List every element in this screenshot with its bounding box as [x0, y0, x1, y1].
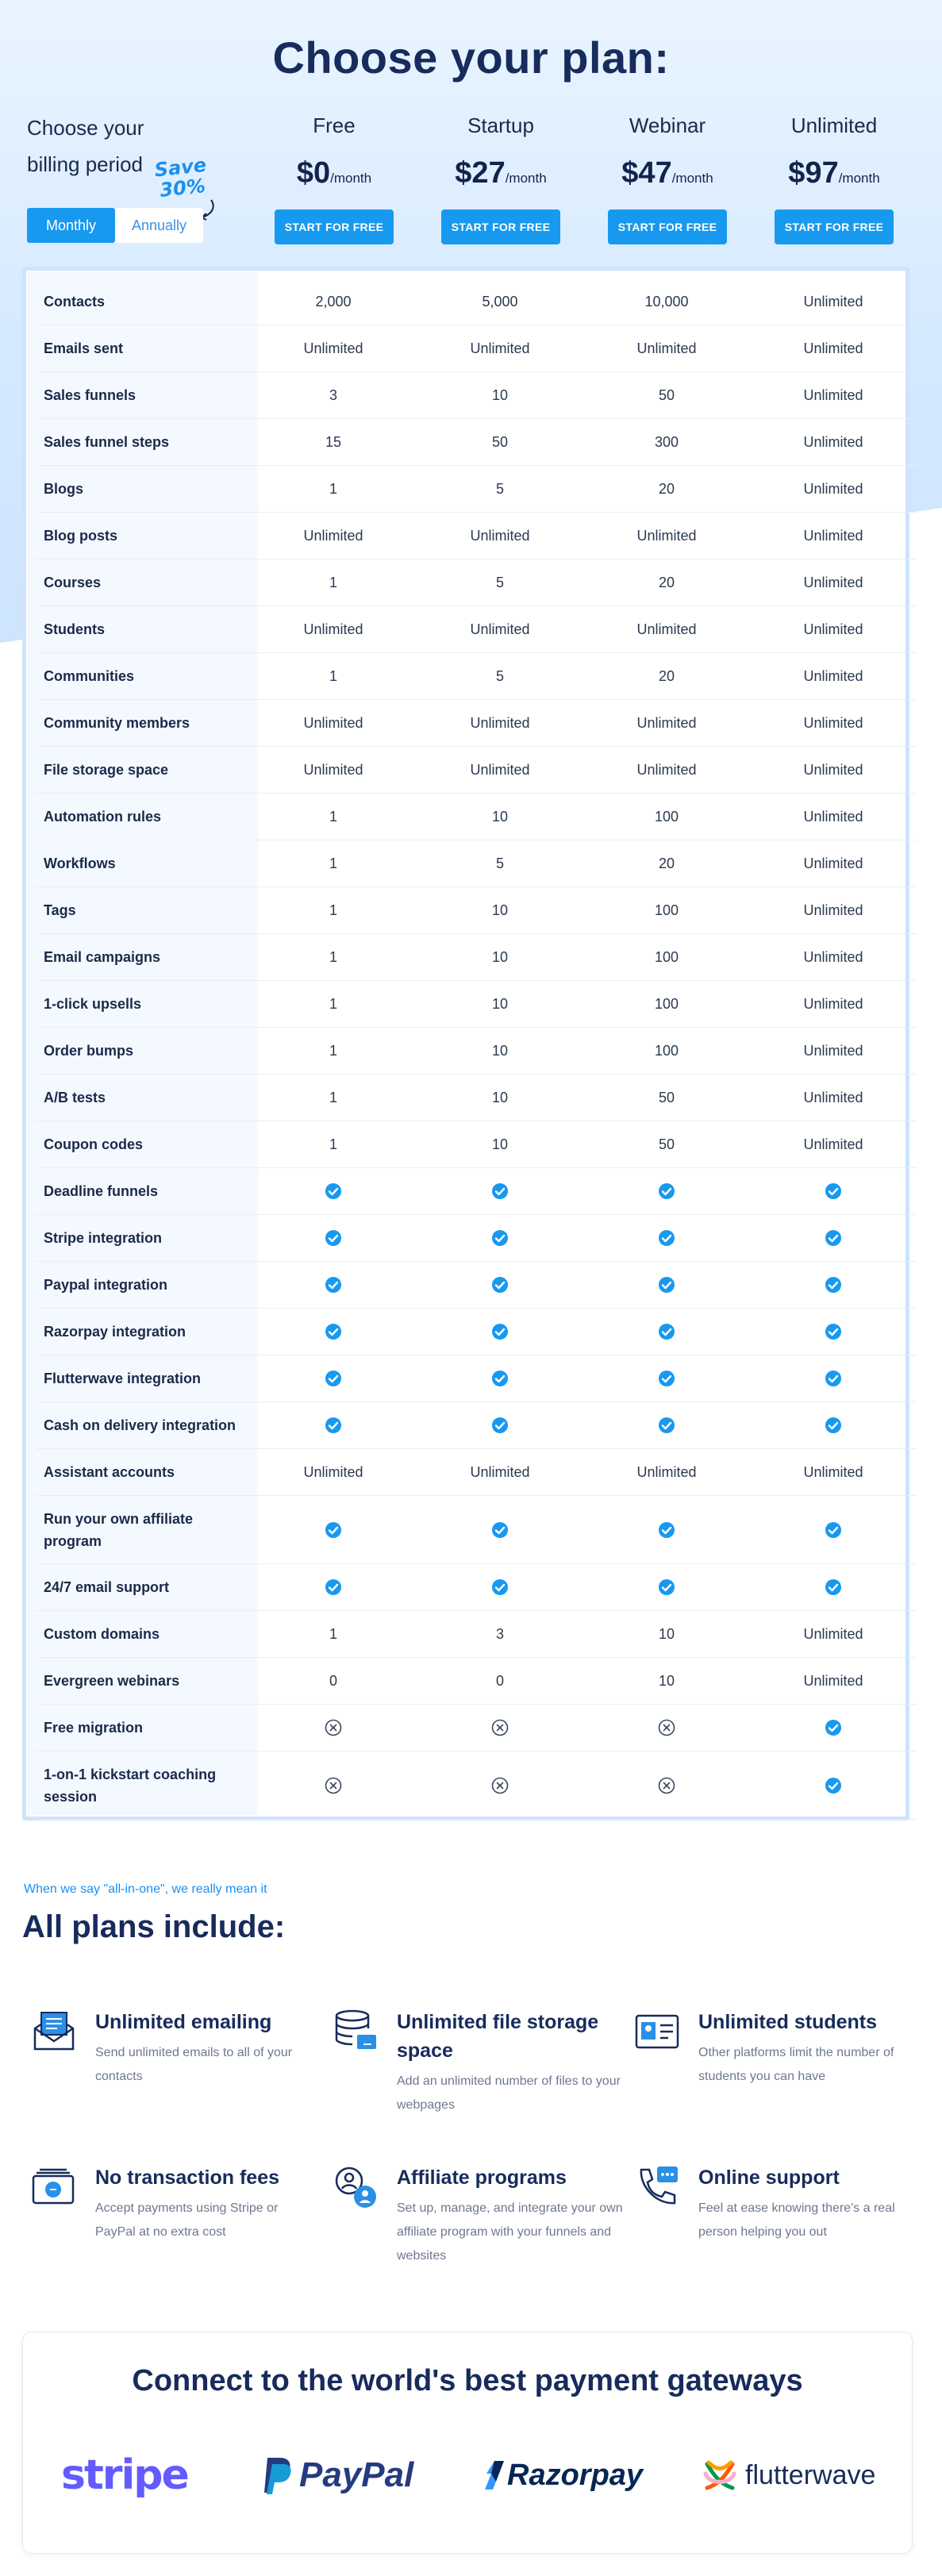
check-icon [250, 1182, 417, 1200]
table-row [36, 1449, 917, 1496]
feature-label: File storage space [44, 762, 169, 778]
feature-label: Custom domains [44, 1626, 160, 1642]
table-cell: 0 [495, 1672, 504, 1689]
check-icon [583, 1229, 750, 1247]
table-cell: Unlimited [470, 1463, 530, 1480]
table-cell: 1 [329, 808, 337, 825]
check-icon [750, 1323, 917, 1340]
feature-label: 1-on-1 kickstart coaching session [44, 1766, 217, 1805]
table-row [36, 1262, 917, 1309]
billing-label-line1: Choose your [27, 116, 144, 140]
table-row [36, 466, 917, 513]
check-icon [417, 1276, 583, 1294]
stripe-logo: stripe [61, 2451, 188, 2499]
table-row [36, 1705, 917, 1751]
table-cell: Unlimited [803, 667, 863, 684]
affiliate-icon [332, 2163, 379, 2211]
check-icon [583, 1578, 750, 1596]
feature-label: Communities [44, 668, 135, 684]
check-icon [417, 1370, 583, 1387]
check-icon [750, 1370, 917, 1387]
cross-icon [417, 1776, 583, 1794]
table-cell: Unlimited [803, 340, 863, 356]
table-cell: 100 [654, 995, 679, 1012]
feature-label: Deadline funnels [44, 1183, 159, 1199]
feature-rows [36, 279, 917, 1820]
feature-title: Online support [698, 2167, 840, 2189]
table-row [36, 794, 917, 840]
feature-label: Razorpay integration [44, 1324, 186, 1340]
feature-file-storage [332, 2008, 625, 2117]
plan-name: Unlimited [790, 113, 878, 137]
check-icon [250, 1578, 417, 1596]
table-cell: Unlimited [636, 340, 697, 356]
table-cell: 1 [329, 855, 337, 871]
table-cell: 20 [658, 855, 675, 871]
feature-label: Sales funnels [44, 387, 136, 403]
table-cell: Unlimited [303, 340, 363, 356]
table-row [36, 1215, 917, 1262]
table-cell: 50 [491, 433, 509, 450]
start-unlimited-button[interactable]: START FOR FREE [775, 210, 894, 244]
table-cell: Unlimited [803, 1042, 863, 1059]
table-cell: 300 [654, 433, 679, 450]
table-cell: 1 [329, 902, 337, 918]
check-icon [250, 1417, 417, 1434]
table-row [36, 1751, 917, 1820]
table-cell: Unlimited [470, 527, 530, 544]
table-cell: 10 [491, 902, 509, 918]
check-icon [583, 1521, 750, 1538]
table-cell: 1 [329, 995, 337, 1012]
table-row [36, 1309, 917, 1355]
gateways-title: Connect to the world's best payment gateways [132, 2364, 803, 2397]
check-icon [583, 1276, 750, 1294]
check-icon [750, 1578, 917, 1596]
plan-startup [417, 110, 584, 244]
plan-name: Webinar [629, 113, 706, 137]
table-cell: Unlimited [803, 995, 863, 1012]
annually-option[interactable]: Annually [131, 217, 187, 233]
feature-label: 1-click upsells [44, 996, 142, 1012]
table-cell: 3 [495, 1625, 504, 1642]
table-cell: Unlimited [803, 1136, 863, 1152]
table-row [36, 1121, 917, 1168]
paypal-logo: PayPal [263, 2443, 413, 2507]
cross-icon [250, 1719, 417, 1736]
feature-label: Email campaigns [44, 949, 161, 965]
table-cell: Unlimited [803, 527, 863, 544]
envelope-icon [30, 2008, 78, 2055]
table-cell: Unlimited [303, 714, 363, 731]
feature-label: Students [44, 621, 106, 637]
feature-label: Automation rules [44, 809, 162, 825]
table-row [36, 747, 917, 794]
cross-icon [417, 1719, 583, 1736]
feature-label: Emails sent [44, 340, 124, 356]
check-icon [750, 1182, 917, 1200]
check-icon [583, 1182, 750, 1200]
table-row [36, 419, 917, 466]
table-row [36, 1402, 917, 1449]
table-row [36, 606, 917, 653]
check-icon [417, 1229, 583, 1247]
table-cell: 10 [658, 1672, 675, 1689]
feature-affiliate-programs [332, 2163, 625, 2268]
feature-label: Flutterwave integration [44, 1371, 202, 1386]
table-cell: Unlimited [636, 761, 697, 778]
razorpay-logo: Razorpay [483, 2443, 643, 2507]
table-cell: 100 [654, 808, 679, 825]
table-cell: 1 [329, 948, 337, 965]
flutterwave-icon [701, 2456, 739, 2494]
flutterwave-logo: flutterwave [701, 2443, 875, 2507]
table-cell: 5 [495, 667, 504, 684]
table-cell: Unlimited [803, 574, 863, 590]
table-row [36, 325, 917, 372]
cross-icon [583, 1719, 750, 1736]
table-cell: Unlimited [803, 1463, 863, 1480]
table-cell: 1 [329, 480, 337, 497]
start-webinar-button[interactable]: START FOR FREE [608, 210, 727, 244]
razorpay-icon [483, 2459, 507, 2491]
table-cell: 50 [658, 1136, 675, 1152]
check-icon [750, 1276, 917, 1294]
all-in-one-tag: When we say "all-in-one", we really mean it [24, 1882, 267, 1896]
table-cell: Unlimited [303, 621, 363, 637]
table-cell: Unlimited [470, 621, 530, 637]
feature-label: Evergreen webinars [44, 1673, 180, 1689]
feature-label: Free migration [44, 1720, 144, 1736]
table-row [36, 981, 917, 1028]
table-cell: 5 [495, 480, 504, 497]
table-cell: Unlimited [803, 1672, 863, 1689]
check-icon [750, 1521, 917, 1538]
feature-title: Unlimited students [698, 2011, 878, 2033]
feature-label: Community members [44, 715, 190, 731]
table-cell: 1 [329, 1136, 337, 1152]
table-row [36, 1355, 917, 1402]
table-cell: Unlimited [636, 714, 697, 731]
table-row [36, 372, 917, 419]
feature-label: 24/7 email support [44, 1579, 170, 1595]
check-icon [583, 1370, 750, 1387]
plan-price: $27/month [455, 156, 547, 190]
start-free-button[interactable]: START FOR FREE [275, 210, 394, 244]
support-icon [633, 2163, 681, 2211]
plan-price: $47/month [621, 156, 713, 190]
check-icon [417, 1323, 583, 1340]
table-cell: Unlimited [803, 761, 863, 778]
feature-label: Paypal integration [44, 1277, 168, 1293]
table-cell: Unlimited [803, 902, 863, 918]
feature-label: Assistant accounts [44, 1464, 175, 1480]
table-cell: 100 [654, 948, 679, 965]
feature-label: Cash on delivery integration [44, 1417, 236, 1433]
table-cell: Unlimited [803, 293, 863, 310]
check-icon [250, 1276, 417, 1294]
table-cell: Unlimited [470, 340, 530, 356]
table-cell: 10 [491, 995, 509, 1012]
table-cell: 3 [329, 386, 337, 403]
table-cell: 100 [654, 902, 679, 918]
table-row [36, 1168, 917, 1215]
table-cell: Unlimited [470, 761, 530, 778]
table-cell: 100 [654, 1042, 679, 1059]
feature-label: Stripe integration [44, 1230, 163, 1246]
id-card-icon [633, 2008, 681, 2055]
table-cell: 2,000 [315, 293, 352, 310]
table-cell: 1 [329, 667, 337, 684]
table-cell: Unlimited [303, 1463, 363, 1480]
table-row [36, 559, 917, 606]
feature-label: A/B tests [44, 1090, 106, 1105]
table-cell: 10 [658, 1625, 675, 1642]
check-icon [417, 1521, 583, 1538]
table-cell: Unlimited [803, 480, 863, 497]
table-cell: 10 [491, 1089, 509, 1105]
check-icon [417, 1578, 583, 1596]
feature-title: Affiliate programs [397, 2167, 567, 2189]
table-cell: 10 [491, 948, 509, 965]
plan-price: $97/month [788, 156, 880, 190]
table-cell: Unlimited [803, 386, 863, 403]
billing-period-selector [27, 110, 210, 202]
feature-title: Unlimited emailing [95, 2011, 272, 2033]
feature-no-transaction-fees [30, 2163, 316, 2244]
table-row [36, 700, 917, 747]
feature-unlimited-students [633, 2008, 927, 2089]
database-icon [332, 2008, 379, 2055]
plan-free [251, 110, 417, 244]
check-icon [250, 1229, 417, 1247]
feature-desc: Set up, manage, and integrate your own affiliate program with your funnels and websites [397, 2201, 623, 2263]
table-cell: 1 [329, 1042, 337, 1059]
table-cell: 5 [495, 574, 504, 590]
check-icon [750, 1776, 917, 1794]
table-cell: Unlimited [636, 1463, 697, 1480]
table-cell: 10,000 [644, 293, 689, 310]
paypal-icon [263, 2455, 294, 2496]
billing-label-line2: billing period [27, 152, 143, 176]
plan-name: Startup [467, 113, 534, 137]
table-cell: Unlimited [803, 714, 863, 731]
cross-icon [583, 1776, 750, 1794]
check-icon [417, 1182, 583, 1200]
feature-online-support [633, 2163, 927, 2244]
table-row [36, 1075, 917, 1121]
check-icon [250, 1370, 417, 1387]
feature-desc: Feel at ease knowing there's a real person helping you out [698, 2201, 895, 2239]
table-row [36, 1564, 917, 1611]
feature-desc: Add an unlimited number of files to your webpages [397, 2074, 621, 2112]
plan-name: Free [313, 113, 356, 137]
check-icon [583, 1323, 750, 1340]
feature-unlimited-emailing [30, 2008, 316, 2089]
money-icon [30, 2163, 78, 2211]
table-cell: Unlimited [803, 1089, 863, 1105]
plan-price: $0/month [296, 156, 372, 190]
feature-label: Workflows [44, 855, 116, 871]
table-cell: 50 [658, 386, 675, 403]
table-cell: 1 [329, 574, 337, 590]
table-cell: 5 [495, 855, 504, 871]
cross-icon [250, 1776, 417, 1794]
feature-title: No transaction fees [95, 2167, 280, 2189]
feature-desc: Send unlimited emails to all of your contacts [95, 2046, 293, 2083]
billing-toggle [27, 208, 203, 243]
table-row [36, 1611, 917, 1658]
plan-webinar [584, 110, 751, 244]
table-row [36, 887, 917, 934]
table-cell: Unlimited [803, 855, 863, 871]
check-icon [750, 1719, 917, 1736]
table-cell: Unlimited [803, 433, 863, 450]
check-icon [750, 1417, 917, 1434]
table-row [36, 1028, 917, 1075]
monthly-option[interactable]: Monthly [27, 208, 115, 243]
table-row [36, 653, 917, 700]
feature-label: Contacts [44, 294, 106, 310]
feature-label: Tags [44, 902, 76, 918]
table-cell: 1 [329, 1625, 337, 1642]
table-cell: Unlimited [803, 1625, 863, 1642]
gateway-logos [23, 2443, 913, 2507]
table-cell: 20 [658, 574, 675, 590]
table-row [36, 1496, 917, 1564]
feature-label: Sales funnel steps [44, 434, 170, 450]
feature-comparison-table [22, 267, 909, 1821]
table-row [36, 513, 917, 559]
feature-label: Order bumps [44, 1043, 134, 1059]
check-icon [750, 1229, 917, 1247]
plan-unlimited [751, 110, 917, 244]
feature-desc: Accept payments using Stripe or PayPal at no extra cost [95, 2201, 279, 2239]
table-cell: 0 [329, 1672, 337, 1689]
feature-label: Coupon codes [44, 1136, 143, 1152]
table-row [36, 279, 917, 325]
page-title: Choose your plan: [272, 33, 670, 83]
table-cell: Unlimited [636, 621, 697, 637]
table-cell: Unlimited [470, 714, 530, 731]
table-cell: Unlimited [803, 948, 863, 965]
feature-title: Unlimited file storage space [397, 2011, 599, 2062]
table-row [36, 934, 917, 981]
table-cell: 20 [658, 667, 675, 684]
feature-desc: Other platforms limit the number of students you can have [698, 2046, 894, 2083]
start-startup-button[interactable]: START FOR FREE [441, 210, 560, 244]
table-cell: Unlimited [803, 621, 863, 637]
check-icon [583, 1417, 750, 1434]
table-row [36, 840, 917, 887]
table-cell: Unlimited [803, 808, 863, 825]
table-cell: 10 [491, 1136, 509, 1152]
table-cell: 10 [491, 1042, 509, 1059]
table-cell: 1 [329, 1089, 337, 1105]
table-cell: Unlimited [636, 527, 697, 544]
table-cell: 15 [325, 433, 342, 450]
feature-label: Courses [44, 575, 102, 590]
table-cell: Unlimited [303, 527, 363, 544]
table-cell: Unlimited [303, 761, 363, 778]
feature-label: Blogs [44, 481, 84, 497]
table-row [36, 1658, 917, 1705]
payment-gateways-section [22, 2332, 913, 2554]
table-cell: 10 [491, 808, 509, 825]
table-cell: 5,000 [482, 293, 518, 310]
feature-label: Blog posts [44, 528, 117, 544]
check-icon [250, 1323, 417, 1340]
table-cell: 50 [658, 1089, 675, 1105]
check-icon [250, 1521, 417, 1538]
save-badge: Save 30% [153, 153, 208, 202]
table-cell: 20 [658, 480, 675, 497]
table-cell: 10 [491, 386, 509, 403]
feature-label: Run your own affiliate program [44, 1510, 194, 1549]
check-icon [417, 1417, 583, 1434]
all-plans-title: All plans include: [22, 1909, 286, 1944]
